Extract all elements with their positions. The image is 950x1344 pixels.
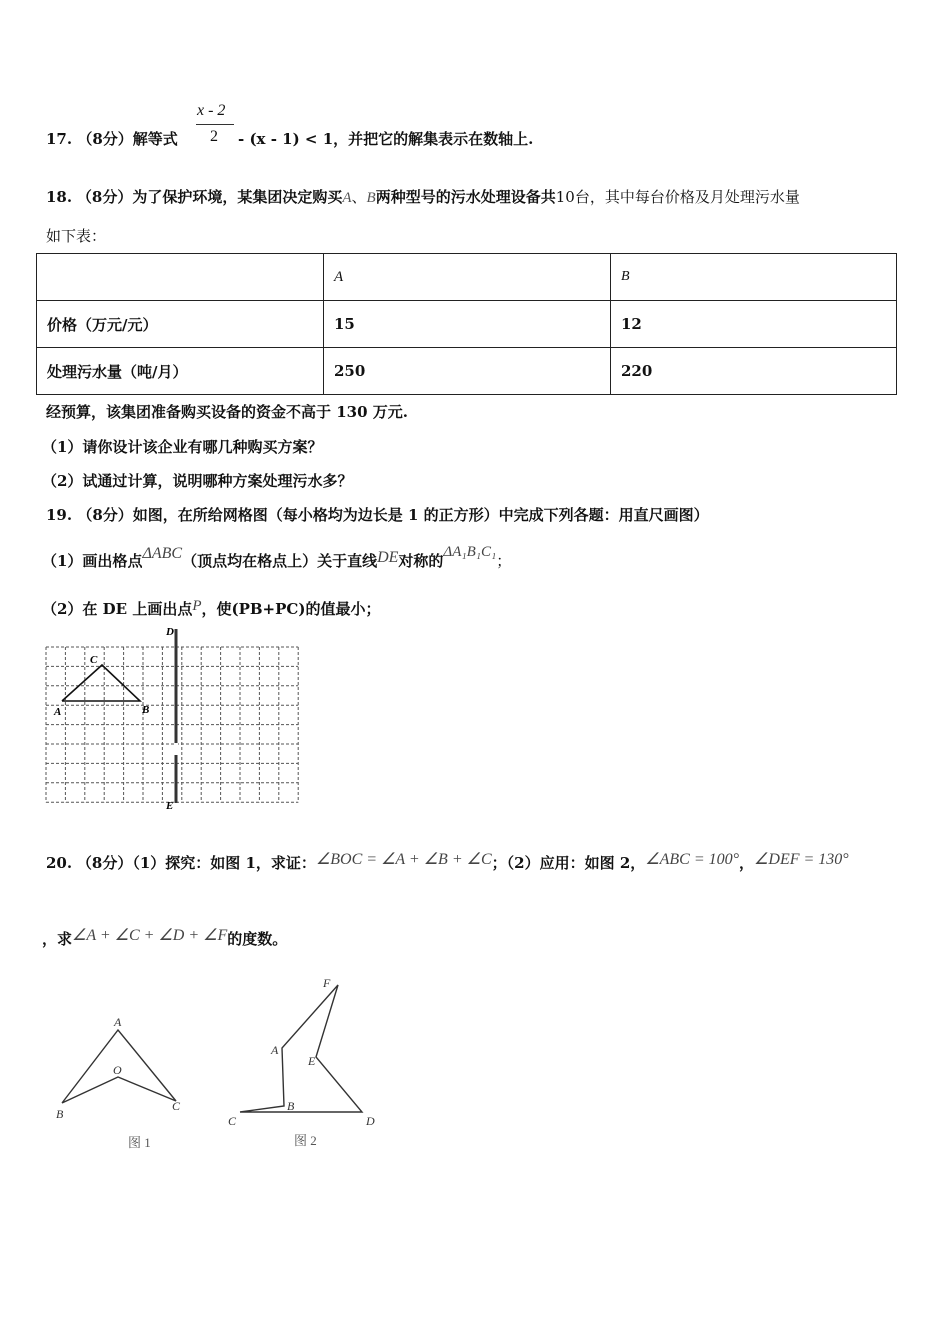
fig2-label-e: E [308, 1054, 316, 1068]
q19-part2-a: （2）在 DE 上画出点 [42, 600, 193, 618]
q19-grid-figure [40, 625, 315, 815]
label-e: E [166, 800, 174, 812]
q20-equation-4: ∠A + ∠C + ∠D + ∠F [72, 927, 228, 944]
fig2-label-b: B [287, 1099, 295, 1113]
table-row [37, 301, 897, 348]
q20-sep1: ； [491, 854, 507, 872]
label-d: D [166, 626, 174, 638]
table-cell: 220 [611, 348, 897, 395]
q17-fraction-denominator: 2 [210, 128, 218, 145]
fig1-label-c: C [172, 1099, 181, 1113]
q18-number: 18. [46, 188, 73, 206]
q20-equation-2: ∠ABC = 100° [645, 851, 740, 868]
table-header-row [37, 254, 897, 301]
fig1-label-o: O [113, 1063, 122, 1077]
q20-sep2: ， [739, 854, 755, 872]
q18-var-b: B [366, 190, 376, 206]
table-cell [37, 254, 324, 301]
q20-part2: （2）应用：如图 2， [506, 854, 646, 872]
q18-intro-b: 两种型号的污水处理设备共 [375, 188, 556, 206]
table-cell: 12 [611, 301, 897, 348]
fig2-label-f: F [323, 976, 331, 990]
fig2-label-c: C [228, 1114, 237, 1128]
q19-prompt: 如图，在所给网格图（每小格均为边长是 1 的正方形）中完成下列各题：用直尺画图） [132, 506, 709, 524]
q19-part2-b: ，使(PB+PC)的值最小； [201, 600, 381, 618]
triangle-abc [62, 665, 140, 701]
q20-score: （8分） [76, 854, 133, 872]
q17-prompt: 解等式 [132, 130, 178, 148]
q19-part2 [42, 598, 380, 619]
q17-stem [46, 128, 178, 149]
figure-2-caption: 图 2 [294, 1133, 317, 1148]
fig2-label-d: D [366, 1114, 375, 1128]
table-header-a: A [324, 254, 611, 301]
q18-intro-c: 台，其中每台价格及月处理污水量 [574, 188, 800, 206]
q19-number: 19. [46, 506, 73, 524]
figure-2-outline [240, 985, 362, 1112]
label-b: B [142, 704, 150, 716]
q19-triangle-abc: ΔABC [142, 545, 183, 562]
q20-equation-1: ∠BOC = ∠A + ∠B + ∠C [315, 851, 492, 868]
q18-score: （8分） [76, 188, 133, 206]
figure-1-caption: 图 1 [128, 1135, 151, 1150]
q18-stem [46, 186, 800, 207]
q19-triangle-a1b1c1: ΔA₁B₁C₁ [443, 544, 497, 560]
q19-part1-b: （顶点均在格点上）关于直线 [182, 552, 378, 570]
q18-intro-d: 如下表： [46, 227, 107, 245]
q18-count: 10 [555, 188, 575, 206]
q19-part1-a: （1）画出格点 [42, 552, 143, 570]
q19-part1-end: ； [496, 552, 512, 570]
q19-part1-c: 对称的 [398, 552, 444, 570]
q19-score: （8分） [77, 506, 133, 524]
q18-sep: 、 [351, 188, 367, 206]
q18-var-a: A [342, 190, 352, 206]
label-c: C [90, 654, 98, 666]
q20-stem [46, 852, 849, 873]
q20-number: 20. [46, 854, 73, 872]
q17-number: 17. [46, 130, 73, 148]
q18-budget: 经预算，该集团准备购买设备的资金不高于 130 万元. [46, 403, 408, 421]
q19-stem [46, 504, 709, 525]
table-header-b: B [611, 254, 897, 301]
fig2-label-a: A [271, 1043, 279, 1057]
q17-fraction-bar [196, 124, 234, 125]
q20-ask [42, 928, 287, 949]
q18-part1: （1）请你设计该企业有哪几种购买方案？ [42, 438, 323, 456]
table-cell: 处理污水量（吨/月） [37, 348, 324, 395]
q20-ask-a: ，求 [42, 930, 73, 948]
q17-tail: - (x - 1) < 1，并把它的解集表示在数轴上. [238, 130, 534, 148]
fig1-label-a: A [114, 1015, 122, 1029]
grid-lines [46, 647, 298, 802]
q18-intro-a: 为了保护环境，某集团决定购买 [132, 188, 343, 206]
q20-part1: （1）探究：如图 1，求证： [132, 854, 316, 872]
q20-figure-2 [220, 975, 390, 1155]
fig1-label-b: B [56, 1107, 64, 1121]
label-a: A [54, 706, 62, 718]
q20-ask-b: 的度数。 [227, 930, 288, 948]
q18-table [36, 253, 897, 395]
q17-score: （8分） [77, 130, 133, 148]
table-cell: 250 [324, 348, 611, 395]
q19-point-p: P [192, 598, 202, 614]
table-cell: 15 [324, 301, 611, 348]
q19-part1 [42, 544, 512, 571]
q17-fraction-numerator: x - 2 [197, 102, 226, 119]
q18-part2: （2）试通过计算，说明哪种方案处理污水多？ [42, 472, 353, 490]
table-row [37, 348, 897, 395]
q19-line-de: DE [377, 549, 399, 566]
table-cell: 价格（万元/元） [37, 301, 324, 348]
q20-figure-1 [50, 1010, 200, 1155]
q20-equation-3: ∠DEF = 130° [754, 851, 849, 868]
